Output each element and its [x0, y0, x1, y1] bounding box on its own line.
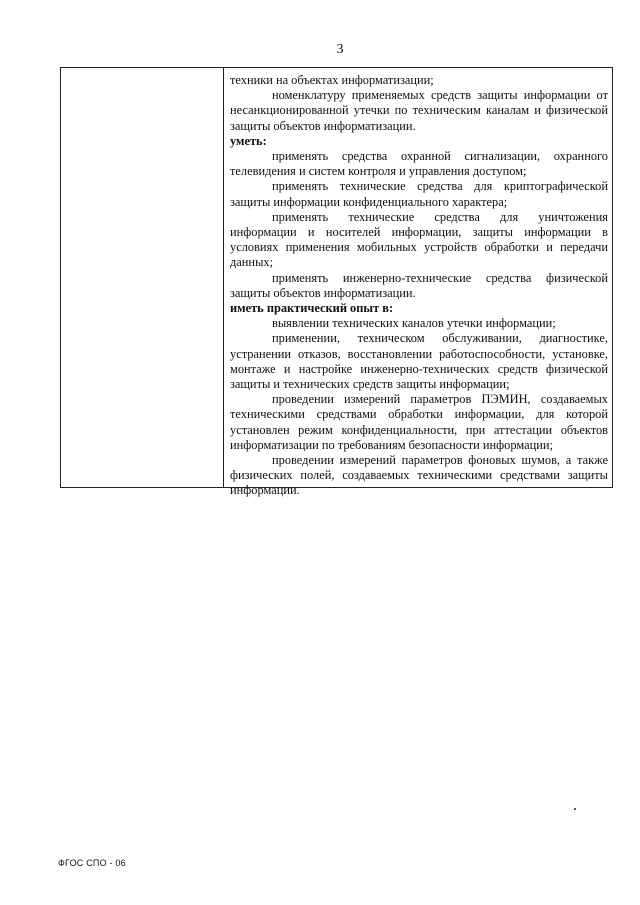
table-paragraph: применять технические средства для уничтожения информации и носителей информации, защиты информации в условиях применения мобильных устройств обработки и передачи данных; [230, 209, 608, 270]
table-paragraph: применении, техническом обслуживании, диагностике, устранении отказов, восстановлении работоспособности, установке, монтаже и настройке инженерно-технических средств физической защиты и технических средств защиты информации; [230, 331, 608, 392]
section-heading: уметь: [230, 133, 267, 148]
page-number: 3 [336, 42, 344, 57]
table-right-cell [224, 68, 612, 498]
content-table [60, 67, 613, 498]
section-heading: иметь практический опыт в: [230, 301, 394, 316]
table-paragraph: проведении измерений параметров фоновых шумов, а также физических полей, создаваемых техническими средствами защиты информации. [230, 453, 608, 498]
footer-code: ФГОС СПО - 06 [58, 858, 126, 868]
table-paragraph: применять технические средства для криптографической защиты информации конфиденциального характера; [230, 179, 608, 209]
table-paragraph: применять средства охранной сигнализации, охранного телевидения и систем контроля и управления доступом; [230, 149, 608, 179]
table-left-cell [61, 68, 224, 487]
table-paragraph: проведении измерений параметров ПЭМИН, создаваемых техническими средствами обработки информации, для которой установлен режим конфиденциальности, при аттестации объектов информатизации по требованиям безопасности информации; [230, 392, 608, 452]
scan-speck [574, 808, 576, 810]
table-paragraph: применять инженерно-технические средства физической защиты объектов информатизации. [230, 270, 608, 300]
table-paragraph: выявлении технических каналов утечки информации; [272, 316, 556, 331]
table-paragraph: техники на объектах информатизации; [230, 73, 434, 87]
table-paragraph: номенклатуру применяемых средств защиты информации от несанкционированной утечки по техническим каналам и физической защиты объектов информатизации. [230, 88, 608, 133]
